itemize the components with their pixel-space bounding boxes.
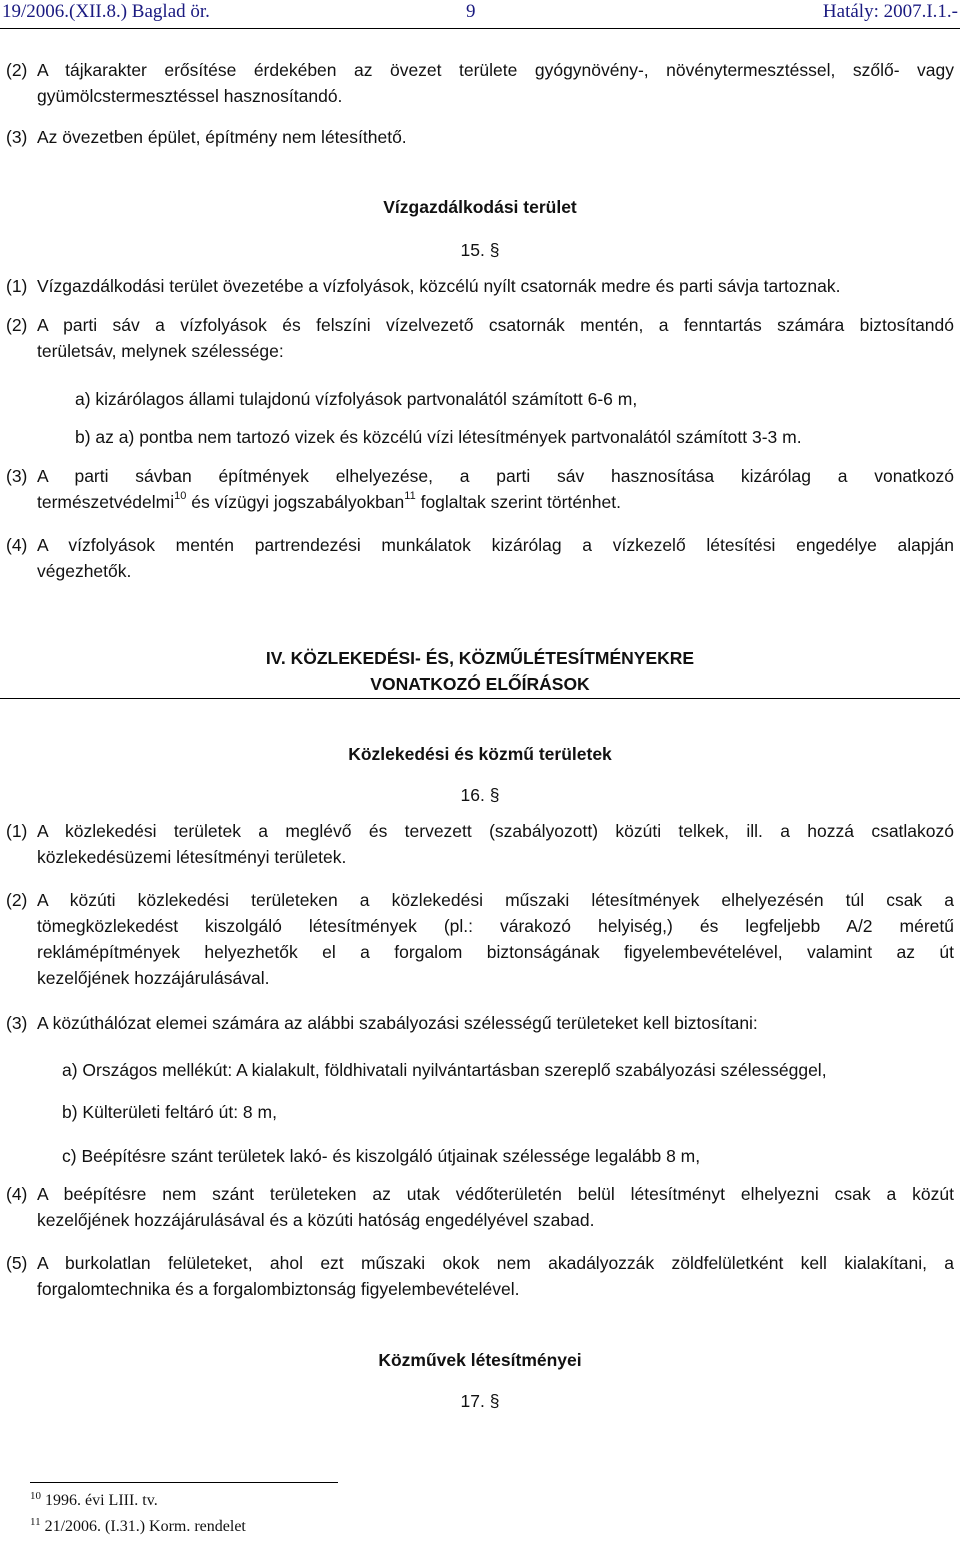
paragraph-line: A burkolatlan felületeket, ahol ezt műszaki okok nem akadályozzák zöldfelületként kell kialakítani, a [37,1253,954,1273]
section-number: 16. [460,785,485,805]
paragraph-number: (2) [6,315,28,335]
section-number-17: 17. § [460,1391,500,1411]
paragraph-line: gyümölcstermesztéssel hasznosítandó. [37,86,343,106]
running-header [0,0,960,29]
footnote-ref-10[interactable]: 10 [174,490,187,502]
footnote-text: 21/2006. (I.31.) Korm. rendelet [44,1518,246,1535]
paragraph-line: A vízfolyások mentén partrendezési munkálatok kizárólag a vízkezelő létesítési engedélye alapján [37,535,954,555]
paragraph-line: tömegközlekedést kiszolgáló létesítmények (pl.: várakozó helyiség,) és legfeljebb A/2 méretű [37,916,954,936]
footnote-rule [30,1482,338,1483]
paragraph-number: (3) [6,127,28,147]
paragraph-line: végezhetők. [37,561,132,581]
paragraph-line: A közúti közlekedési területeken a közlekedési műszaki létesítmények elhelyezésén túl csak a [37,890,954,910]
header-right: Hatály: 2007.I.1.- [822,1,958,22]
footnote-number: 10 [30,1490,41,1502]
footnote-number: 11 [30,1516,41,1528]
paragraph-line: Vízgazdálkodási terület övezetébe a vízfolyások, közcélú nyílt csatornák medre és parti sávja tartoznak. [37,276,841,296]
chapter-heading-line-1: IV. KÖZLEKEDÉSI- ÉS, KÖZMŰLÉTESÍTMÉNYEKRE [265,648,695,668]
paragraph-number: (1) [6,821,28,841]
text-run: foglaltak szerint történhet. [415,492,621,512]
list-item-a: a) Országos mellékút: A kialakult, földhivatali nyilvántartásban szereplő szabályozási szélességgel, [62,1060,827,1080]
paragraph-line: kezelőjének hozzájárulásával. [37,968,270,988]
chapter-heading-line-2: VONATKOZÓ ELŐÍRÁSOK [370,674,590,694]
paragraph-line: forgalomtechnika és a forgalombiztonság figyelembevételével. [37,1279,520,1299]
paragraph-number: (2) [6,60,28,80]
paragraph-line: területsáv, melynek szélessége: [37,341,284,361]
paragraph-number: (3) [6,466,28,486]
paragraph-line: reklámépítmények helyezhetők el a forgalom biztonságának figyelembevételével, valamint az út [37,942,954,962]
paragraph-line: A tájkarakter erősítése érdekében az övezet területe gyógynövény-, növénytermesztéssel, szőlő- vagy [37,60,954,80]
paragraph-number: (4) [6,1184,28,1204]
paragraph-number: (2) [6,890,28,910]
section-heading-transport: Közlekedési és közmű területek [348,744,612,764]
paragraph-number: (5) [6,1253,28,1273]
footnote-11 [30,1518,246,1536]
footnote-10 [30,1492,158,1510]
chapter-rule [0,698,960,699]
paragraph-number: (4) [6,535,28,555]
text-run: és vízügyi jogszabályokban [186,492,405,512]
section-heading-utilities: Közművek létesítményei [378,1350,582,1370]
paragraph-line: kezelőjének hozzájárulásával és a közúti hatóság engedélyével szabad. [37,1210,595,1230]
paragraph-line: A közúthálózat elemei számára az alábbi szabályozási szélességű területeket kell biztosítani: [37,1013,758,1033]
footnote-ref-11[interactable]: 11 [404,490,416,502]
paragraph-line: közlekedésüzemi létesítményi területek. [37,847,347,867]
paragraph-line [37,492,954,513]
list-item-c: c) Beépítésre szánt területek lakó- és kiszolgáló útjainak szélessége legalább 8 m, [62,1146,701,1166]
paragraph-line: A parti sáv a vízfolyások és felszíni vízelvezető csatornák mentén, a fenntartás számára biztosítandó [37,315,954,335]
section-number: 15. [460,240,485,260]
section-heading-water: Vízgazdálkodási terület [383,197,577,217]
footnote-text: 1996. évi LIII. tv. [45,1492,158,1509]
paragraph-line: A beépítésre nem szánt területeken az utak védőterületén belül létesítményt elhelyezni csak a közút [37,1184,954,1204]
list-item-b: b) Külterületi feltáró út: 8 m, [62,1102,277,1122]
text-run: természetvédelmi [37,492,175,512]
section-number-16: 16. § [460,785,500,805]
list-item-b: b) az a) pontba nem tartozó vizek és közcélú vízi létesítmények partvonalától számított 3-3 m. [75,427,802,447]
paragraph-line: A közlekedési területek a meglévő és tervezett (szabályozott) közúti telkek, ill. a hozzá csatlakozó [37,821,954,841]
paragraph-line: Az övezetben épület, építmény nem létesíthető. [37,127,407,147]
paragraph-line: A parti sávban építmények elhelyezése, a parti sáv hasznosítása kizárólag a vonatkozó [37,466,954,486]
header-page-number: 9 [466,1,476,22]
header-left: 19/2006.(XII.8.) Baglad ör. [2,1,210,22]
section-number: 17. [460,1391,485,1411]
list-item-a: a) kizárólagos állami tulajdonú vízfolyások partvonalától számított 6-6 m, [75,389,638,409]
paragraph-number: (3) [6,1013,28,1033]
section-number-15: 15. § [460,240,500,260]
paragraph-number: (1) [6,276,28,296]
